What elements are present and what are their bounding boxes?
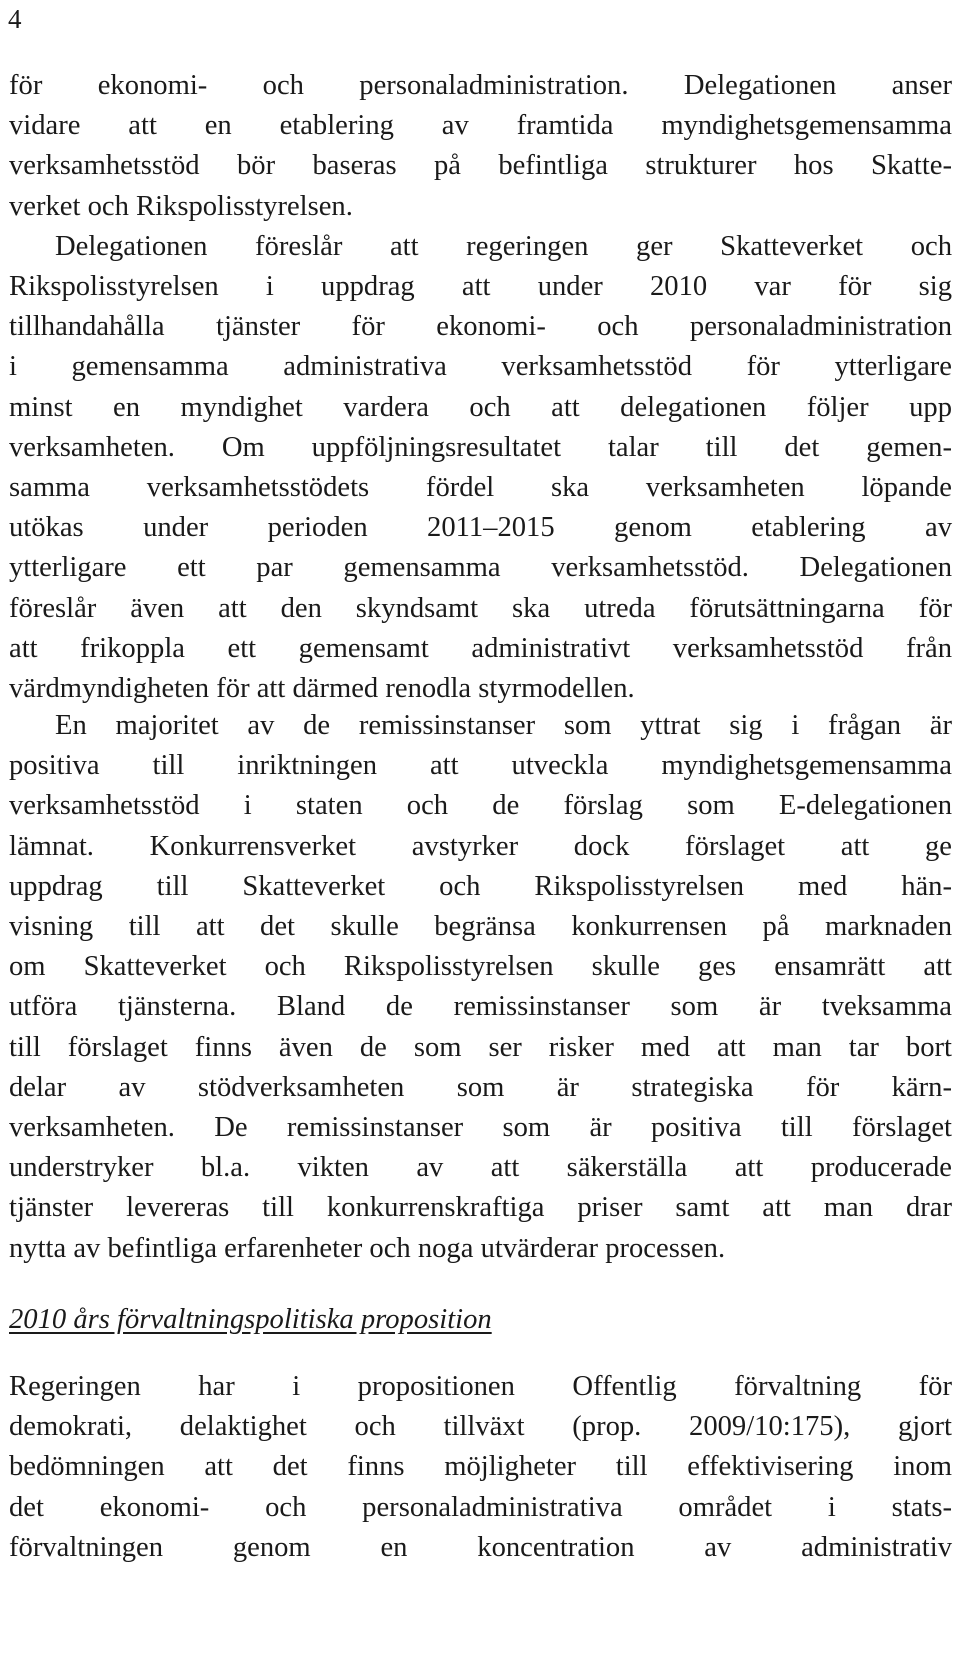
text-line: värdmyndigheten för att därmed renodla styrmodellen. — [9, 673, 635, 705]
text-line: ytterligare ett par gemensamma verksamhetsstöd. Delegationen — [9, 552, 952, 584]
page-number: 4 — [8, 4, 22, 34]
text-line: minst en myndighet vardera och att delegationen följer upp — [9, 391, 952, 423]
text-line: bedömningen att det finns möjligheter till effektivisering inom — [9, 1451, 952, 1483]
text-line: tjänster levereras till konkurrenskraftiga priser samt att man drar — [9, 1192, 952, 1224]
text-line: utökas under perioden 2011–2015 genom etablering av — [9, 512, 952, 544]
text-line: till förslaget finns även de som ser risker med att man tar bort — [9, 1031, 952, 1063]
text-line: tillhandahålla tjänster för ekonomi- och personaladministration — [9, 311, 952, 343]
text-line: demokrati, delaktighet och tillväxt (prop. 2009/10:175), gjort — [9, 1411, 952, 1443]
text-line: verket och Rikspolisstyrelsen. — [9, 190, 353, 222]
text-line: verksamheten. De remissinstanser som är positiva till förslaget — [9, 1112, 952, 1144]
paragraph-1 — [9, 66, 952, 709]
text-line-indented: En majoritet av de remissinstanser som yttrat sig i frågan är — [55, 710, 952, 741]
text-line: visning till att det skulle begränsa konkurrensen på marknaden — [9, 911, 952, 943]
text-line: samma verksamhetsstödets fördel ska verksamheten löpande — [9, 472, 952, 504]
text-line: verksamhetsstöd i staten och de förslag som E-delegationen — [9, 790, 952, 822]
text-line-indented: Delegationen föreslår att regeringen ger Skatteverket och — [55, 230, 952, 262]
text-line: i gemensamma administrativa verksamhetsstöd för ytterligare — [9, 351, 952, 383]
text-line: verksamheten. Om uppföljningsresultatet talar till det gemen- — [9, 431, 952, 463]
text-line: nytta av befintliga erfarenheter och noga utvärderar processen. — [9, 1232, 726, 1264]
text-line: Rikspolisstyrelsen i uppdrag att under 2010 var för sig — [9, 271, 952, 303]
text-line: uppdrag till Skatteverket och Rikspolisstyrelsen med hän- — [9, 870, 952, 902]
text-line: delar av stödverksamheten som är strategiska för kärn- — [9, 1071, 952, 1103]
text-line: positiva till inriktningen att utveckla myndighetsgemensamma — [9, 750, 952, 782]
text-line: det ekonomi- och personaladministrativa området i stats- — [9, 1491, 952, 1523]
text-line: om Skatteverket och Rikspolisstyrelsen skulle ges ensamrätt att — [9, 951, 952, 983]
text-line: vidare att en etablering av framtida myndighetsgemensamma — [9, 110, 952, 142]
text-line: att frikoppla ett gemensamt administrativt verksamhetsstöd från — [9, 632, 952, 664]
text-line: utföra tjänsterna. Bland de remissinstanser som är tveksamma — [9, 991, 952, 1023]
text-line: understryker bl.a. vikten av att säkerställa att producerade — [9, 1152, 952, 1184]
paragraph-2 — [9, 706, 952, 1269]
section-heading: 2010 års förvaltningspolitiska proposition — [9, 1304, 492, 1335]
section-paragraph — [9, 1367, 952, 1568]
text-line: Regeringen har i propositionen Offentlig förvaltning för — [9, 1371, 952, 1402]
text-line: för ekonomi- och personaladministration. Delegationen anser — [9, 70, 952, 101]
text-line: verksamhetsstöd bör baseras på befintliga strukturer hos Skatte- — [9, 150, 952, 182]
text-line: förvaltningen genom en koncentration av administrativ — [9, 1531, 952, 1563]
text-line: lämnat. Konkurrensverket avstyrker dock förslaget att ge — [9, 830, 952, 862]
text-line: föreslår även att den skyndsamt ska utreda förutsättningarna för — [9, 592, 952, 624]
